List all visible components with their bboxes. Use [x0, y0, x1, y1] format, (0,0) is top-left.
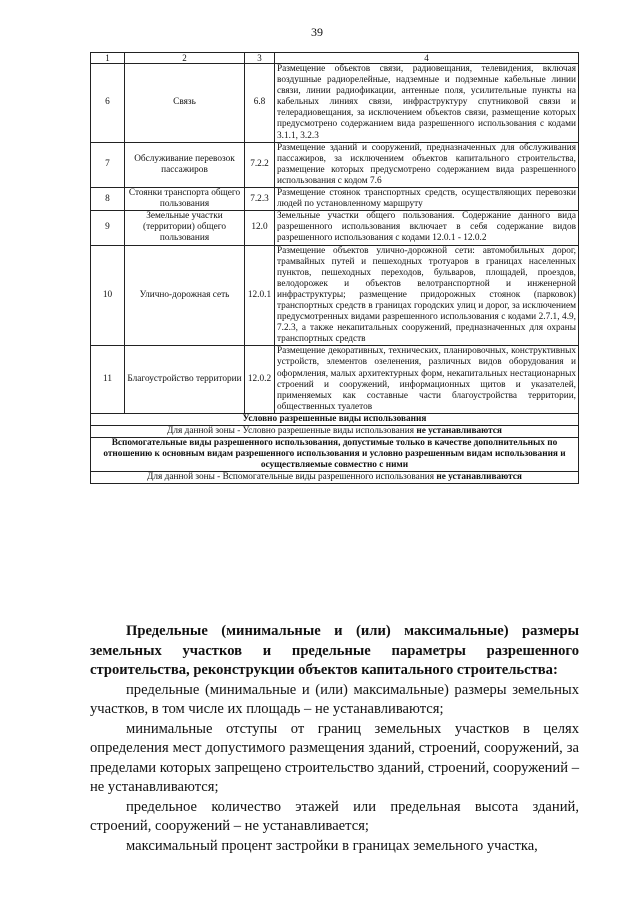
row-number: 6 [91, 64, 125, 143]
paragraph: максимальный процент застройки в границах земельного участка, [126, 837, 538, 854]
use-description: Размещение декоративных, технических, планировочных, конструктивных устройств, элементов озеленения, различных видов оборудования и оформления, малых архитектурных форм, некапитальных нестационарных строений и сооружений, информационных щитов и указателей, применяемых как составные части благоустройства территории, общественных туалетов [275, 346, 579, 414]
use-description: Земельные участки общего пользования. Содержание данного вида разрешенного использования включает в себя содержание видов разрешенного использования с кодами 12.0.1 - 12.0.2 [275, 211, 579, 245]
auxiliary-uses-note [91, 472, 579, 484]
column-header: 4 [275, 53, 579, 64]
table-header-row [91, 53, 579, 64]
note-text: Для данной зоны - Условно разрешенные виды использования [167, 426, 417, 436]
use-name: Улично-дорожная сеть [125, 245, 245, 346]
use-name: Благоустройство территории [125, 346, 245, 414]
use-code: 12.0 [245, 211, 275, 245]
note-emphasis: не устанавливаются [436, 472, 522, 483]
use-code: 6.8 [245, 64, 275, 143]
auxiliary-uses-header-row [91, 438, 579, 472]
row-number: 8 [91, 188, 125, 211]
use-description: Размещение объектов улично-дорожной сети: автомобильных дорог, трамвайных путей и пешеходных тротуаров в границах населенных пунктов, пешеходных переходов, бульваров, площадей, проездов, велодорожек и объектов велотранспортной и инженерной инфраструктуры; размещение придорожных стоянок (парковок) транспортных средств в границах городских улиц и дорог, за исключением предусмотренных видами разрешенного использования с кодами 2.7.1, 4.9, 7.2.3, а также некапитальных сооружений, предназначенных для охраны транспортных средств [275, 245, 579, 346]
table-row [91, 211, 579, 245]
note-emphasis: не устанавливаются [416, 426, 502, 436]
table-row [91, 346, 579, 414]
table-row [91, 188, 579, 211]
auxiliary-uses-note-row [91, 472, 579, 484]
use-name: Земельные участки (территории) общего пользования [125, 211, 245, 245]
conditional-uses-header: Условно разрешенные виды использования [91, 413, 579, 425]
column-header: 2 [125, 53, 245, 64]
use-name: Стоянки транспорта общего пользования [125, 188, 245, 211]
use-code: 7.2.2 [245, 142, 275, 187]
use-code: 12.0.1 [245, 245, 275, 346]
paragraph: минимальные отступы от границ земельных участков в целях определения мест допустимого размещения зданий, строений, сооружений, за пределами которых запрещено строительство зданий, строений, сооружений – не устанавливаются; [90, 720, 579, 795]
paragraph: предельное количество этажей или предельная высота зданий, строений, сооружений – не устанавливается; [90, 798, 579, 834]
use-code: 12.0.2 [245, 346, 275, 414]
use-description: Размещение объектов связи, радиовещания, телевидения, включая воздушные радиорелейные, надземные и подземные кабельные линии связи, линии радиофикации, антенные поля, усилительные пункты на кабельных линиях связи, инфраструктуру спутниковой связи и телерадиовещания, за исключением объектов связи, размещение которых предусмотрено содержанием вида разрешенного использования с кодами 3.1.1, 3.2.3 [275, 64, 579, 143]
row-number: 7 [91, 142, 125, 187]
column-header: 1 [91, 53, 125, 64]
body-text [90, 622, 579, 856]
section-heading: Предельные (минимальные и (или) максимальные) размеры земельных участков и предельные параметры разрешенного строительства, реконструкции объектов капитального строительства: [90, 623, 579, 678]
use-description: Размещение стоянок транспортных средств, осуществляющих перевозки людей по установленному маршруту [275, 188, 579, 211]
use-name: Связь [125, 64, 245, 143]
table-row [91, 245, 579, 346]
table-row [91, 142, 579, 187]
land-use-table [90, 52, 579, 484]
auxiliary-uses-header: Вспомогательные виды разрешенного использования, допустимые только в качестве дополнительных по отношению к основным видам разрешенного использования и условно разрешенным видам использования и осуществляемые совместно с ними [91, 438, 579, 472]
use-description: Размещение зданий и сооружений, предназначенных для обслуживания пассажиров, за исключением объектов капитального строительства, размещение которых предусмотрено содержанием вида разрешенного использования с кодом 7.6 [275, 142, 579, 187]
note-text: Для данной зоны - Вспомогательные виды разрешенного использования [147, 472, 437, 483]
conditional-uses-note-row [91, 426, 579, 438]
page-number: 39 [311, 25, 323, 39]
use-name: Обслуживание перевозок пассажиров [125, 142, 245, 187]
row-number: 10 [91, 245, 125, 346]
table-row [91, 64, 579, 143]
conditional-uses-note [91, 426, 579, 438]
row-number: 11 [91, 346, 125, 414]
column-header: 3 [245, 53, 275, 64]
paragraph: предельные (минимальные и (или) максимальные) размеры земельных участков, в том числе их площадь – не устанавливаются; [90, 681, 579, 717]
row-number: 9 [91, 211, 125, 245]
conditional-uses-header-row [91, 413, 579, 425]
use-code: 7.2.3 [245, 188, 275, 211]
